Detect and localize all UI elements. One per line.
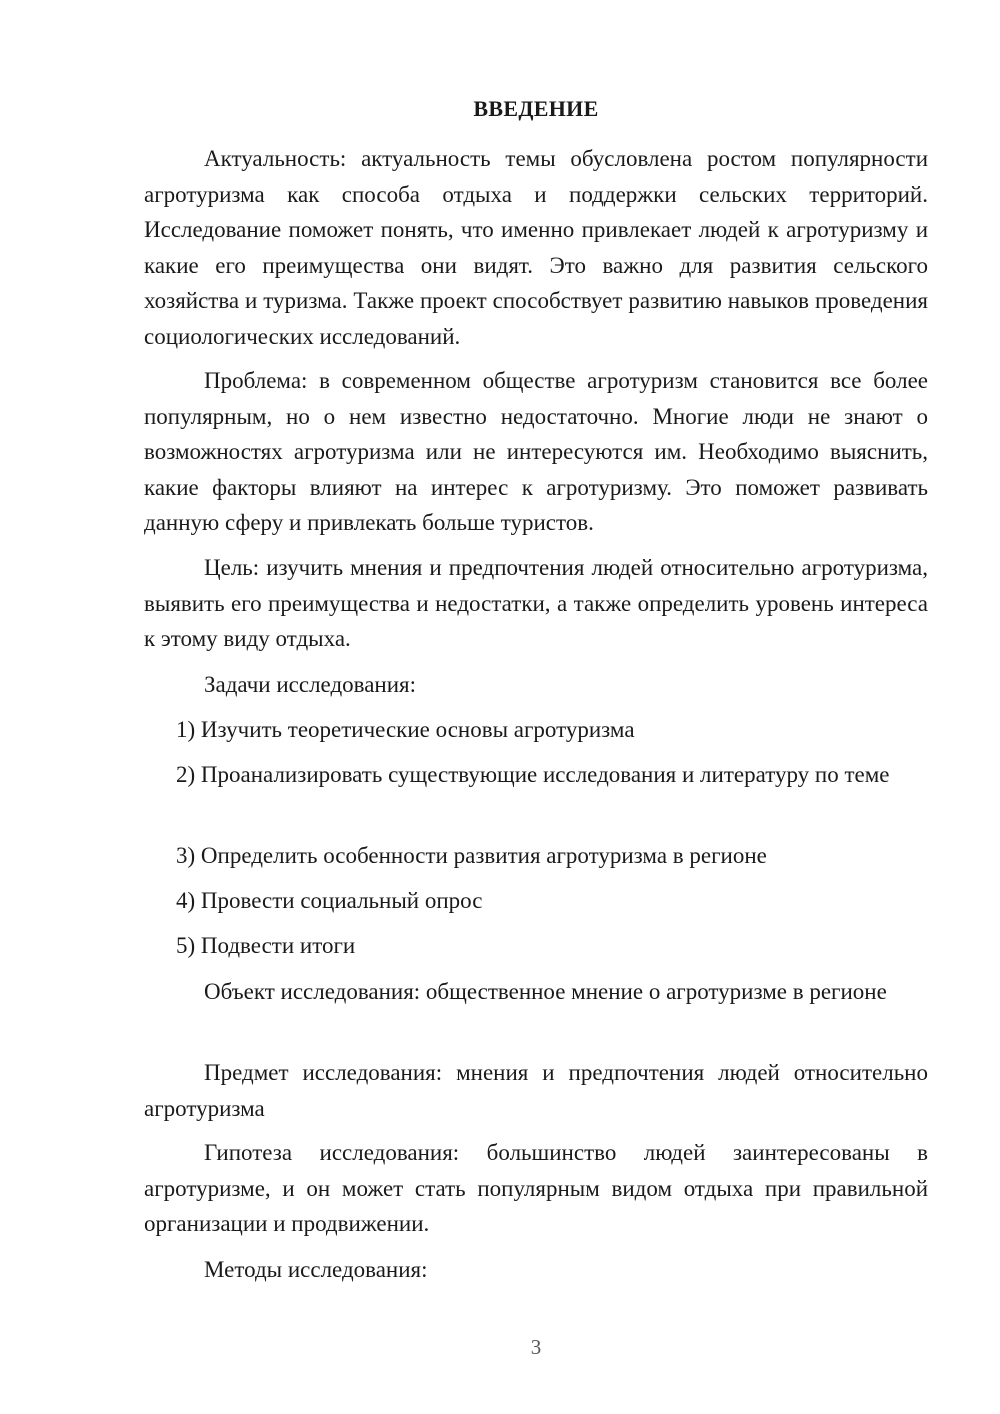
- paragraph-subject: Предмет исследования: мнения и предпочтения людей относительно агротуризма: [144, 1060, 928, 1121]
- page-title: ВВЕДЕНИЕ: [473, 96, 599, 121]
- list-item-task-2: 2) Проанализировать существующие исследования и литературу по теме: [176, 762, 890, 787]
- page-number: 3: [530, 1335, 542, 1359]
- list-item-task-3: 3) Определить особенности развития агротуризма в регионе: [176, 843, 767, 868]
- paragraph-relevance: Актуальность: актуальность темы обусловлена ростом популярности агротуризма как способа отдыха и поддержки сельских территорий. Исследование поможет понять, что именно привлекает людей к агротуризму и какие его преимущества они видят. Это важно для развития сельского хозяйства и туризма. Также проект способствует развитию навыков проведения социологических исследований.: [144, 146, 928, 349]
- paragraph-hypothesis: Гипотеза исследования: большинство людей заинтересованы в агротуризме, и он может стать популярным видом отдыха при правильной организации и продвижении.: [144, 1140, 928, 1236]
- list-item-task-5: 5) Подвести итоги: [176, 933, 356, 958]
- paragraph-methods-heading: Методы исследования:: [204, 1257, 428, 1282]
- paragraph-problem: Проблема: в современном обществе агротуризм становится все более популярным, но о нем известно недостаточно. Многие люди не знают о возможностях агротуризма или не интересуются им. Необходимо выяснить, какие факторы влияют на интерес к агротуризму. Это поможет развивать данную сферу и привлекать больше туристов.: [144, 368, 928, 535]
- paragraph-object: Объект исследования: общественное мнение о агротуризме в регионе: [204, 979, 887, 1004]
- list-item-task-4: 4) Провести социальный опрос: [176, 888, 483, 913]
- paragraph-goal: Цель: изучить мнения и предпочтения людей относительно агротуризма, выявить его преимущества и недостатки, а также определить уровень интереса к этому виду отдыха.: [144, 555, 928, 651]
- paragraph-tasks-heading: Задачи исследования:: [204, 672, 417, 697]
- list-item-task-1: 1) Изучить теоретические основы агротуризма: [176, 717, 635, 742]
